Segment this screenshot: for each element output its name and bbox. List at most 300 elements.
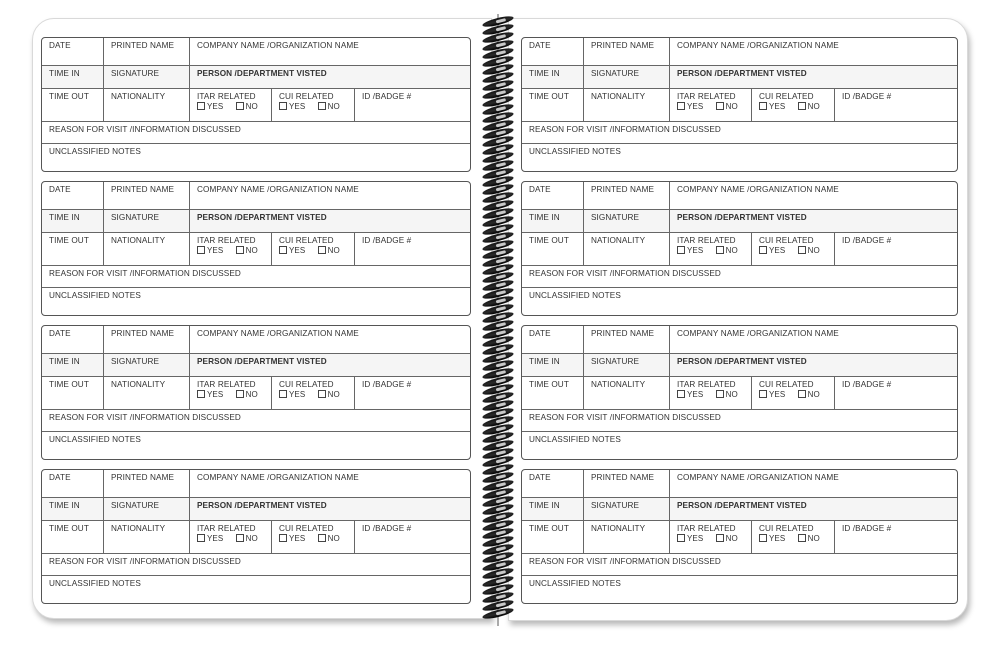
person-visited-field[interactable] [190,66,470,88]
checkbox-icon [716,534,724,542]
itar-no-checkbox[interactable] [716,102,738,111]
time-in-label: TIME IN [49,357,80,366]
row-time-in [42,66,470,89]
itar-no-checkbox[interactable] [716,390,738,399]
time-out-label: TIME OUT [529,524,569,533]
itar-no-checkbox[interactable] [716,534,738,543]
visitor-entry-card [521,37,958,172]
time-in-field[interactable] [522,498,584,520]
person-visited-label: PERSON /DEPARTMENT VISTED [197,357,327,366]
no-label: NO [245,102,258,111]
time-in-label: TIME IN [49,213,80,222]
no-label: NO [245,534,258,543]
nationality-label: NATIONALITY [111,92,166,101]
checkbox-icon [197,390,205,398]
id-badge-field[interactable] [835,89,957,121]
date-field[interactable] [42,326,104,353]
yes-label: YES [289,534,306,543]
printed-name-label: PRINTED NAME [111,41,175,50]
itar-related-label: ITAR RELATED [677,92,736,101]
id-badge-field[interactable] [835,233,957,265]
no-label: NO [725,390,738,399]
itar-related-field [190,377,272,409]
id-badge-field[interactable] [835,377,957,409]
itar-no-checkbox[interactable] [236,102,258,111]
cui-yes-checkbox[interactable] [279,246,305,255]
itar-related-field [190,233,272,265]
date-label: DATE [49,329,71,338]
nationality-field[interactable] [584,233,670,265]
visitor-entry-card [41,37,471,172]
reason-label: REASON FOR VISIT /INFORMATION DISCUSSED [529,125,721,134]
reason-field[interactable] [42,554,470,575]
cui-no-checkbox[interactable] [798,390,820,399]
printed-name-label: PRINTED NAME [591,473,655,482]
checkbox-icon [759,534,767,542]
itar-related-field [190,89,272,121]
row-time-in [522,210,957,233]
cui-related-label: CUI RELATED [279,236,334,245]
time-out-label: TIME OUT [49,380,89,389]
signature-label: SIGNATURE [111,69,160,78]
nationality-label: NATIONALITY [591,236,646,245]
printed-name-field[interactable] [584,470,670,497]
person-visited-field[interactable] [190,498,470,520]
no-label: NO [807,534,820,543]
row-time-out [522,89,957,122]
reason-label: REASON FOR VISIT /INFORMATION DISCUSSED [529,269,721,278]
nationality-field[interactable] [104,521,190,553]
cui-yes-checkbox[interactable] [279,534,305,543]
reason-field[interactable] [522,266,957,287]
date-field[interactable] [522,326,584,353]
row-date [522,38,957,66]
checkbox-icon [236,534,244,542]
time-out-field[interactable] [42,233,104,265]
signature-label: SIGNATURE [111,357,160,366]
cui-no-checkbox[interactable] [318,102,340,111]
yes-label: YES [289,102,306,111]
id-badge-field[interactable] [355,89,470,121]
no-label: NO [327,246,340,255]
time-in-field[interactable] [522,210,584,232]
row-time-out [522,521,957,554]
yes-label: YES [289,390,306,399]
checkbox-icon [279,102,287,110]
person-visited-field[interactable] [190,210,470,232]
time-in-label: TIME IN [529,501,560,510]
time-in-field[interactable] [522,354,584,376]
notes-field[interactable] [522,432,957,459]
row-date [42,182,470,210]
reason-field[interactable] [42,410,470,431]
nationality-field[interactable] [584,377,670,409]
visitor-entry-card [41,325,471,460]
company-name-field[interactable] [190,182,470,209]
visitor-entry-card [521,469,958,604]
itar-related-label: ITAR RELATED [197,524,256,533]
time-out-field[interactable] [522,377,584,409]
notes-field[interactable] [42,432,470,459]
notes-label: UNCLASSIFIED NOTES [49,291,141,300]
row-reason [42,266,470,288]
nationality-label: NATIONALITY [111,524,166,533]
reason-label: REASON FOR VISIT /INFORMATION DISCUSSED [529,413,721,422]
company-name-label: COMPANY NAME /ORGANIZATION NAME [677,473,839,482]
checkbox-icon [798,246,806,254]
reason-label: REASON FOR VISIT /INFORMATION DISCUSSED [49,125,241,134]
time-out-field[interactable] [522,89,584,121]
no-label: NO [807,102,820,111]
itar-related-label: ITAR RELATED [197,380,256,389]
no-label: NO [725,246,738,255]
notes-label: UNCLASSIFIED NOTES [49,435,141,444]
date-label: DATE [529,41,551,50]
row-time-out [42,233,470,266]
cui-yes-checkbox[interactable] [279,390,305,399]
cui-related-field [752,377,835,409]
id-badge-label: ID /BADGE # [362,236,412,245]
row-notes [522,432,957,459]
itar-yes-checkbox[interactable] [197,246,223,255]
nationality-label: NATIONALITY [591,380,646,389]
itar-yes-checkbox[interactable] [677,534,703,543]
time-out-label: TIME OUT [49,92,89,101]
cui-no-checkbox[interactable] [798,246,820,255]
company-name-field[interactable] [190,470,470,497]
notes-label: UNCLASSIFIED NOTES [529,147,621,156]
notes-field[interactable] [42,144,470,171]
reason-label: REASON FOR VISIT /INFORMATION DISCUSSED [529,557,721,566]
company-name-label: COMPANY NAME /ORGANIZATION NAME [677,329,839,338]
nationality-label: NATIONALITY [591,92,646,101]
reason-field[interactable] [522,554,957,575]
signature-field[interactable] [584,498,670,520]
itar-no-checkbox[interactable] [716,246,738,255]
no-label: NO [245,390,258,399]
row-time-in [42,354,470,377]
nationality-field[interactable] [584,89,670,121]
cui-related-label: CUI RELATED [279,380,334,389]
notes-field[interactable] [522,288,957,315]
cui-related-field [752,521,835,553]
cui-related-field [752,233,835,265]
person-visited-field[interactable] [670,498,957,520]
printed-name-label: PRINTED NAME [111,185,175,194]
reason-label: REASON FOR VISIT /INFORMATION DISCUSSED [49,269,241,278]
person-visited-label: PERSON /DEPARTMENT VISTED [197,501,327,510]
yes-label: YES [687,534,704,543]
yes-label: YES [207,534,224,543]
cui-no-checkbox[interactable] [318,534,340,543]
itar-yes-checkbox[interactable] [197,534,223,543]
date-label: DATE [529,473,551,482]
time-out-label: TIME OUT [529,92,569,101]
yes-label: YES [769,390,786,399]
signature-label: SIGNATURE [591,357,640,366]
row-date [42,326,470,354]
person-visited-label: PERSON /DEPARTMENT VISTED [197,69,327,78]
id-badge-label: ID /BADGE # [362,92,412,101]
reason-label: REASON FOR VISIT /INFORMATION DISCUSSED [49,413,241,422]
row-notes [42,432,470,459]
time-in-label: TIME IN [529,213,560,222]
checkbox-icon [318,534,326,542]
no-label: NO [725,534,738,543]
itar-related-field [670,89,752,121]
person-visited-field[interactable] [190,354,470,376]
nationality-field[interactable] [584,521,670,553]
reason-field[interactable] [42,266,470,287]
time-out-field[interactable] [522,233,584,265]
checkbox-icon [318,390,326,398]
printed-name-label: PRINTED NAME [591,185,655,194]
printed-name-field[interactable] [584,182,670,209]
signature-label: SIGNATURE [111,213,160,222]
no-label: NO [245,246,258,255]
itar-no-checkbox[interactable] [236,534,258,543]
visitor-entry-card [521,325,958,460]
itar-yes-checkbox[interactable] [197,390,223,399]
company-name-label: COMPANY NAME /ORGANIZATION NAME [197,185,359,194]
date-field[interactable] [522,182,584,209]
checkbox-icon [197,534,205,542]
printed-name-label: PRINTED NAME [591,41,655,50]
row-notes [522,576,957,603]
checkbox-icon [236,246,244,254]
printed-name-field[interactable] [104,470,190,497]
reason-field[interactable] [522,122,957,143]
cui-related-label: CUI RELATED [279,92,334,101]
itar-related-label: ITAR RELATED [197,92,256,101]
company-name-field[interactable] [670,38,957,65]
itar-related-label: ITAR RELATED [677,236,736,245]
company-name-field[interactable] [670,470,957,497]
yes-label: YES [289,246,306,255]
cui-no-checkbox[interactable] [318,390,340,399]
notes-field[interactable] [522,144,957,171]
checkbox-icon [677,390,685,398]
time-in-label: TIME IN [529,69,560,78]
yes-label: YES [207,390,224,399]
nationality-field[interactable] [104,89,190,121]
row-notes [522,288,957,315]
notes-label: UNCLASSIFIED NOTES [529,291,621,300]
signature-field[interactable] [104,210,190,232]
company-name-field[interactable] [670,182,957,209]
nationality-label: NATIONALITY [591,524,646,533]
time-in-field[interactable] [42,210,104,232]
time-in-field[interactable] [42,66,104,88]
time-out-field[interactable] [42,377,104,409]
cui-related-label: CUI RELATED [279,524,334,533]
signature-label: SIGNATURE [591,69,640,78]
cui-no-checkbox[interactable] [318,246,340,255]
id-badge-field[interactable] [835,521,957,553]
id-badge-label: ID /BADGE # [362,380,412,389]
row-date [42,38,470,66]
cui-yes-checkbox[interactable] [759,534,785,543]
cui-related-field [272,521,355,553]
time-in-label: TIME IN [529,357,560,366]
notes-field[interactable] [522,576,957,603]
checkbox-icon [197,102,205,110]
date-label: DATE [49,185,71,194]
printed-name-field[interactable] [584,326,670,353]
printed-name-field[interactable] [104,182,190,209]
no-label: NO [807,390,820,399]
id-badge-label: ID /BADGE # [842,236,892,245]
signature-label: SIGNATURE [111,501,160,510]
cui-no-checkbox[interactable] [798,102,820,111]
printed-name-label: PRINTED NAME [111,473,175,482]
id-badge-field[interactable] [355,521,470,553]
id-badge-field[interactable] [355,233,470,265]
company-name-label: COMPANY NAME /ORGANIZATION NAME [197,41,359,50]
printed-name-field[interactable] [104,38,190,65]
visitor-entry-card [41,469,471,604]
company-name-field[interactable] [190,38,470,65]
yes-label: YES [769,534,786,543]
reason-field[interactable] [522,410,957,431]
visitor-entry-card [521,181,958,316]
nationality-label: NATIONALITY [111,236,166,245]
date-label: DATE [49,41,71,50]
person-visited-field[interactable] [670,354,957,376]
checkbox-icon [318,102,326,110]
signature-field[interactable] [584,66,670,88]
date-label: DATE [49,473,71,482]
row-time-in [522,354,957,377]
cui-related-field [272,377,355,409]
cui-related-field [272,233,355,265]
cui-related-label: CUI RELATED [759,92,814,101]
row-time-out [522,377,957,410]
printed-name-field[interactable] [104,326,190,353]
date-field[interactable] [522,470,584,497]
notes-label: UNCLASSIFIED NOTES [529,579,621,588]
checkbox-icon [197,246,205,254]
row-time-out [522,233,957,266]
itar-yes-checkbox[interactable] [197,102,223,111]
cui-yes-checkbox[interactable] [759,102,785,111]
time-out-label: TIME OUT [49,524,89,533]
yes-label: YES [687,390,704,399]
row-notes [522,144,957,171]
checkbox-icon [716,390,724,398]
cui-yes-checkbox[interactable] [759,246,785,255]
printed-name-field[interactable] [584,38,670,65]
checkbox-icon [798,390,806,398]
no-label: NO [327,390,340,399]
date-field[interactable] [522,38,584,65]
itar-related-field [670,377,752,409]
reason-field[interactable] [42,122,470,143]
row-reason [42,554,470,576]
date-field[interactable] [42,182,104,209]
row-time-in [42,498,470,521]
cui-related-label: CUI RELATED [759,380,814,389]
person-visited-field[interactable] [670,66,957,88]
id-badge-label: ID /BADGE # [842,92,892,101]
date-field[interactable] [42,38,104,65]
row-time-in [522,498,957,521]
notes-field[interactable] [42,288,470,315]
nationality-label: NATIONALITY [111,380,166,389]
signature-field[interactable] [104,498,190,520]
itar-no-checkbox[interactable] [236,390,258,399]
company-name-label: COMPANY NAME /ORGANIZATION NAME [677,185,839,194]
yes-label: YES [687,246,704,255]
itar-yes-checkbox[interactable] [677,390,703,399]
checkbox-icon [716,102,724,110]
notes-label: UNCLASSIFIED NOTES [529,435,621,444]
itar-no-checkbox[interactable] [236,246,258,255]
time-out-field[interactable] [42,89,104,121]
checkbox-icon [759,246,767,254]
cui-related-field [752,89,835,121]
time-in-field[interactable] [522,66,584,88]
row-reason [522,410,957,432]
company-name-field[interactable] [670,326,957,353]
itar-related-label: ITAR RELATED [677,380,736,389]
signature-field[interactable] [584,210,670,232]
signature-field[interactable] [104,354,190,376]
nationality-field[interactable] [104,233,190,265]
time-out-label: TIME OUT [529,236,569,245]
time-out-field[interactable] [42,521,104,553]
row-time-out [42,521,470,554]
checkbox-icon [236,390,244,398]
yes-label: YES [769,246,786,255]
row-notes [42,144,470,171]
id-badge-label: ID /BADGE # [842,524,892,533]
person-visited-label: PERSON /DEPARTMENT VISTED [677,213,807,222]
time-in-field[interactable] [42,498,104,520]
id-badge-field[interactable] [355,377,470,409]
signature-field[interactable] [584,354,670,376]
time-out-field[interactable] [522,521,584,553]
cui-yes-checkbox[interactable] [279,102,305,111]
notes-field[interactable] [42,576,470,603]
row-time-in [42,210,470,233]
company-name-label: COMPANY NAME /ORGANIZATION NAME [197,473,359,482]
nationality-field[interactable] [104,377,190,409]
row-date [522,182,957,210]
row-time-in [522,66,957,89]
signature-field[interactable] [104,66,190,88]
row-date [522,326,957,354]
person-visited-field[interactable] [670,210,957,232]
time-in-field[interactable] [42,354,104,376]
company-name-field[interactable] [190,326,470,353]
checkbox-icon [716,246,724,254]
checkbox-icon [677,534,685,542]
checkbox-icon [798,102,806,110]
itar-yes-checkbox[interactable] [677,246,703,255]
cui-no-checkbox[interactable] [798,534,820,543]
row-date [42,470,470,498]
itar-yes-checkbox[interactable] [677,102,703,111]
cui-yes-checkbox[interactable] [759,390,785,399]
date-field[interactable] [42,470,104,497]
checkbox-icon [798,534,806,542]
checkbox-icon [279,534,287,542]
row-reason [522,122,957,144]
itar-related-field [190,521,272,553]
company-name-label: COMPANY NAME /ORGANIZATION NAME [677,41,839,50]
cui-related-label: CUI RELATED [759,524,814,533]
